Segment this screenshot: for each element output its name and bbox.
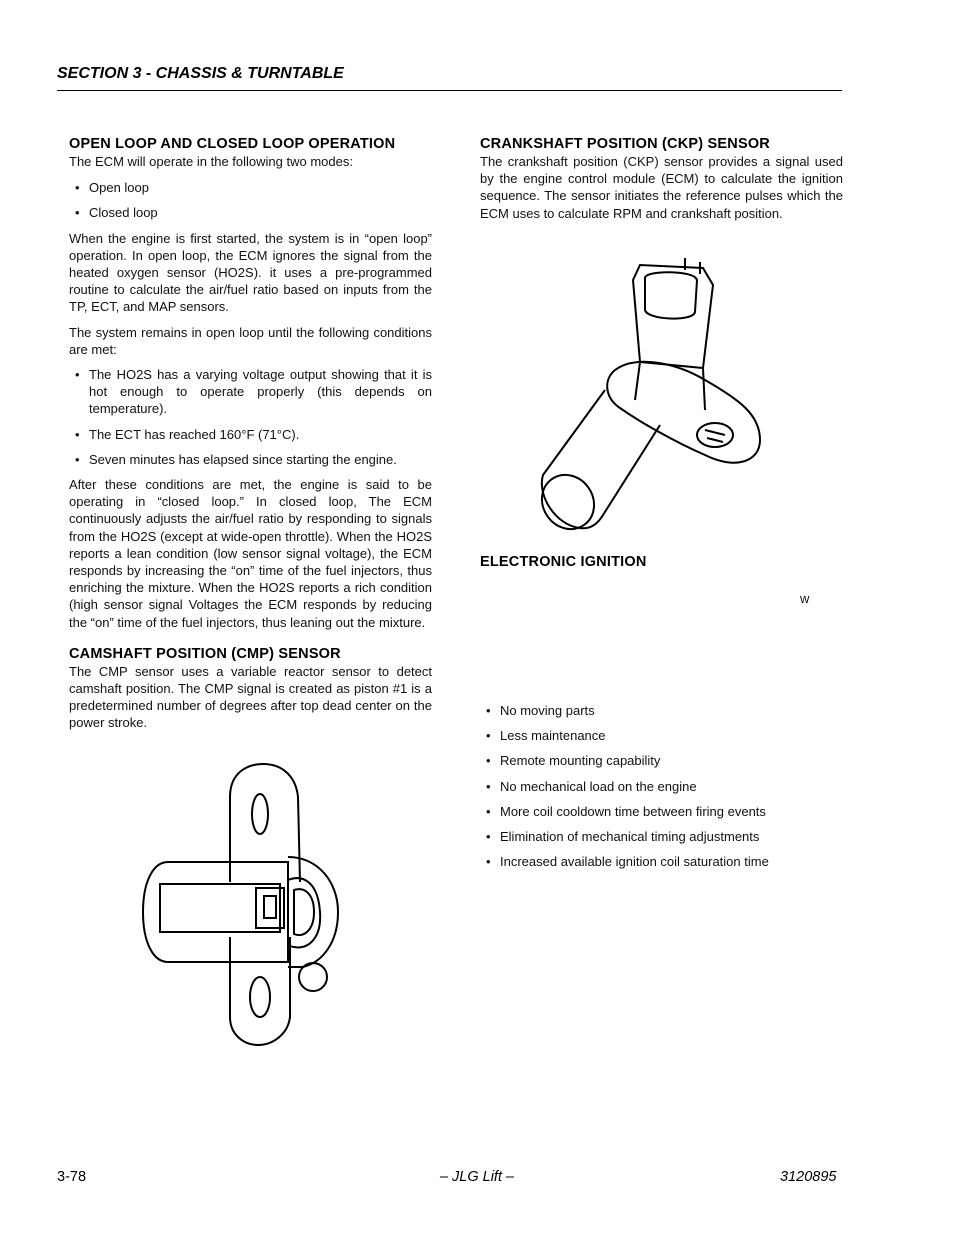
list-item: • Seven minutes has elapsed since starting the engine. [69,451,432,468]
cmp-face [288,878,320,947]
ckp-cylinder [542,390,660,528]
list-item: • Remote mounting capability [480,752,843,769]
list-item: • Increased available ignition coil saturation time [480,853,843,870]
mode-list [69,179,432,221]
ckp-sensor-illustration [535,250,770,540]
open-loop-conditions-intro: The system remains in open loop until the following conditions are met: [69,324,432,357]
stray-character: w [800,591,810,606]
list-item: • The ECT has reached 160°F (71°C). [69,426,432,443]
ckp-connector-opening [645,272,697,318]
cmp-sensor-illustration [138,762,348,1052]
right-column [480,135,843,230]
cmp-terminal-window [264,896,276,918]
footer-brand: – JLG Lift – [439,1169,515,1185]
left-column [69,135,432,740]
cmp-paragraph: The CMP sensor uses a variable reactor sensor to detect camshaft position. The CMP signal is created as piston #1 is a predetermined number of degrees after top dead center on the power stroke. [69,663,432,731]
cmp-body [143,862,288,962]
list-item: • More coil cooldown time between firing events [480,803,843,820]
cmp-face-inner [294,889,314,935]
ignition-heading: ELECTRONIC IGNITION [480,554,647,570]
list-item: • Less maintenance [480,727,843,744]
list-item: • Open loop [69,179,432,196]
cmp-lower-slot [250,977,270,1017]
list-item: • No moving parts [480,702,843,719]
ignition-benefits [480,702,843,878]
cmp-upper-ear [230,764,300,882]
cmp-hub-ring [299,963,327,991]
list-item: • Elimination of mechanical timing adjustments [480,828,843,845]
ckp-neck [635,362,705,410]
benefits-list [480,702,843,870]
open-loop-heading: OPEN LOOP AND CLOSED LOOP OPERATION [69,136,396,152]
list-item: • No mechanical load on the engine [480,778,843,795]
cmp-upper-slot [252,794,268,834]
cmp-lower-ear [230,937,290,1045]
ckp-heading: CRANKSHAFT POSITION (CKP) SENSOR [480,136,770,152]
open-loop-paragraph: When the engine is first started, the system is in “open loop” operation. In open loop, the ECM ignores the signal from the heated oxygen sensor (HO2S). it uses a pre-programmed routine to calculate the air/fuel ratio based on inputs from the TP, ECT, and MAP sensors. [69,230,432,315]
ckp-mount-insert [705,430,725,442]
cmp-connector [160,884,280,932]
ignition-section [480,553,843,571]
header-divider [57,90,842,91]
ckp-latch [685,258,700,274]
conditions-list [69,366,432,468]
cmp-heading: CAMSHAFT POSITION (CMP) SENSOR [69,645,341,662]
list-item: • The HO2S has a varying voltage output showing that it is hot enough to operate properly (this depends on temperature). [69,366,432,418]
ckp-flange [607,362,760,463]
document-number: 3120895 [780,1169,837,1185]
page-number: 3-78 [57,1169,87,1185]
section-title: SECTION 3 - CHASSIS & TURNTABLE [57,65,344,82]
ckp-mount-hole [697,423,733,447]
list-item: • Closed loop [69,204,432,221]
closed-loop-paragraph: After these conditions are met, the engine is said to be operating in “closed loop.” In closed loop, The ECM continuously adjusts the air/fuel ratio by responding to signals from the HO2S (except at wide-open throttle). When the HO2S reports a lean condition (low sensor signal voltage), the ECM responds by increasing the “on” time of the fuel injectors, thus enriching the mixture. When the HO2S reports a rich condition (high sensor signal Voltages the ECM responds by reducing the “on” time of the fuel injectors, thus leaning out the mixture. [69,477,432,630]
open-loop-intro: The ECM will operate in the following two modes: [69,154,353,169]
ckp-paragraph: The crankshaft position (CKP) sensor provides a signal used by the engine control module (ECM) to calculate the ignition sequence. The sensor initiates the reference pulses which the ECM uses to calculate RPM and crankshaft position. [480,154,843,221]
